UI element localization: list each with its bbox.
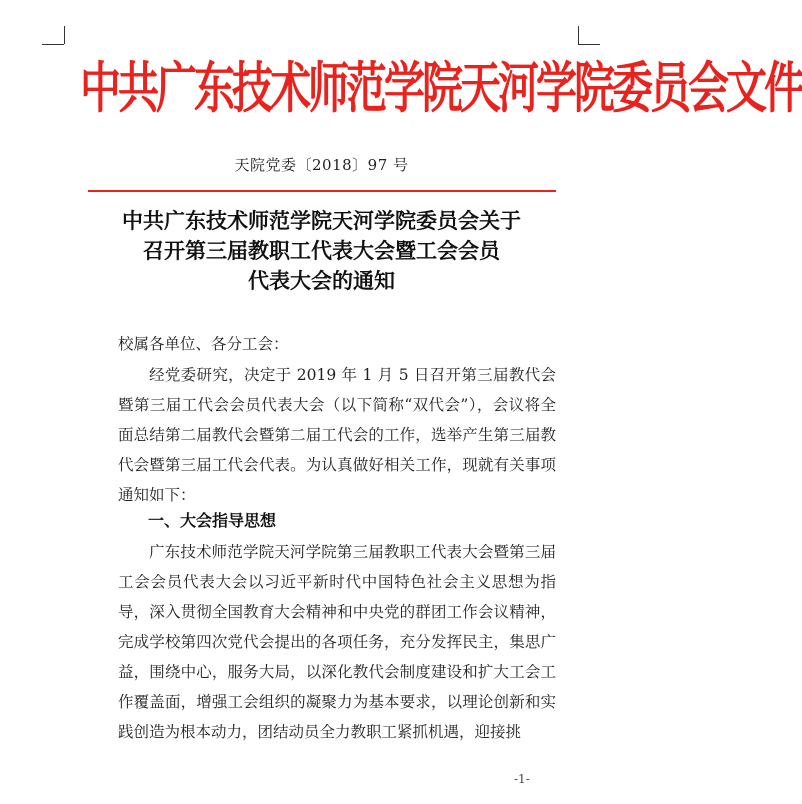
body-paragraph: 经党委研究，决定于 2019 年 1 月 5 日召开第三届教代会暨第三届工代会会员代表大会（以下简称“双代会”），会议将全面总结第二届教代会暨第二届工代会的工作，选举产生第三届教代会暨第三届工代会代表。为认真做好相关工作，现就有关事项通知如下：: [118, 366, 556, 504]
crop-mark-top-left: [64, 26, 65, 44]
red-separator-line: [88, 190, 556, 192]
page-number: -1-: [514, 772, 530, 786]
title-line: 代表大会的通知: [248, 269, 395, 293]
salutation: 校属各单位、各分工会：: [118, 335, 289, 353]
title-line: 中共广东技术师范学院天河学院委员会关于: [122, 209, 521, 233]
section-heading: 一、大会指导思想: [148, 511, 277, 530]
crop-mark-top-right: [578, 44, 600, 45]
body-paragraph: 广东技术师范学院天河学院第三届教职工代表大会暨第三届工会会员代表大会以习近平新时代中国特色社会主义思想为指导，深入贯彻全国教育大会精神和中央党的群团工作会议精神，完成学校第四次党代会提出的各项任务，充分发挥民主，集思广益，围绕中心，服务大局，以深化教代会制度建设和扩大工会工作覆盖面，增强工会组织的凝聚力为基本要求，以理论创新和实践创造为根本动力，团结动员全力教职工紧抓机遇，迎接挑: [118, 543, 556, 741]
crop-mark-top-left: [42, 44, 64, 45]
document-number: 天院党委〔2018〕97 号: [234, 156, 409, 174]
crop-mark-top-right: [578, 26, 579, 44]
title-line: 召开第三届教职工代表大会暨工会会员: [143, 239, 500, 263]
document-masthead: 中共广东技术师范学院天河学院委员会文件: [80, 55, 802, 121]
document-title: [80, 206, 563, 296]
